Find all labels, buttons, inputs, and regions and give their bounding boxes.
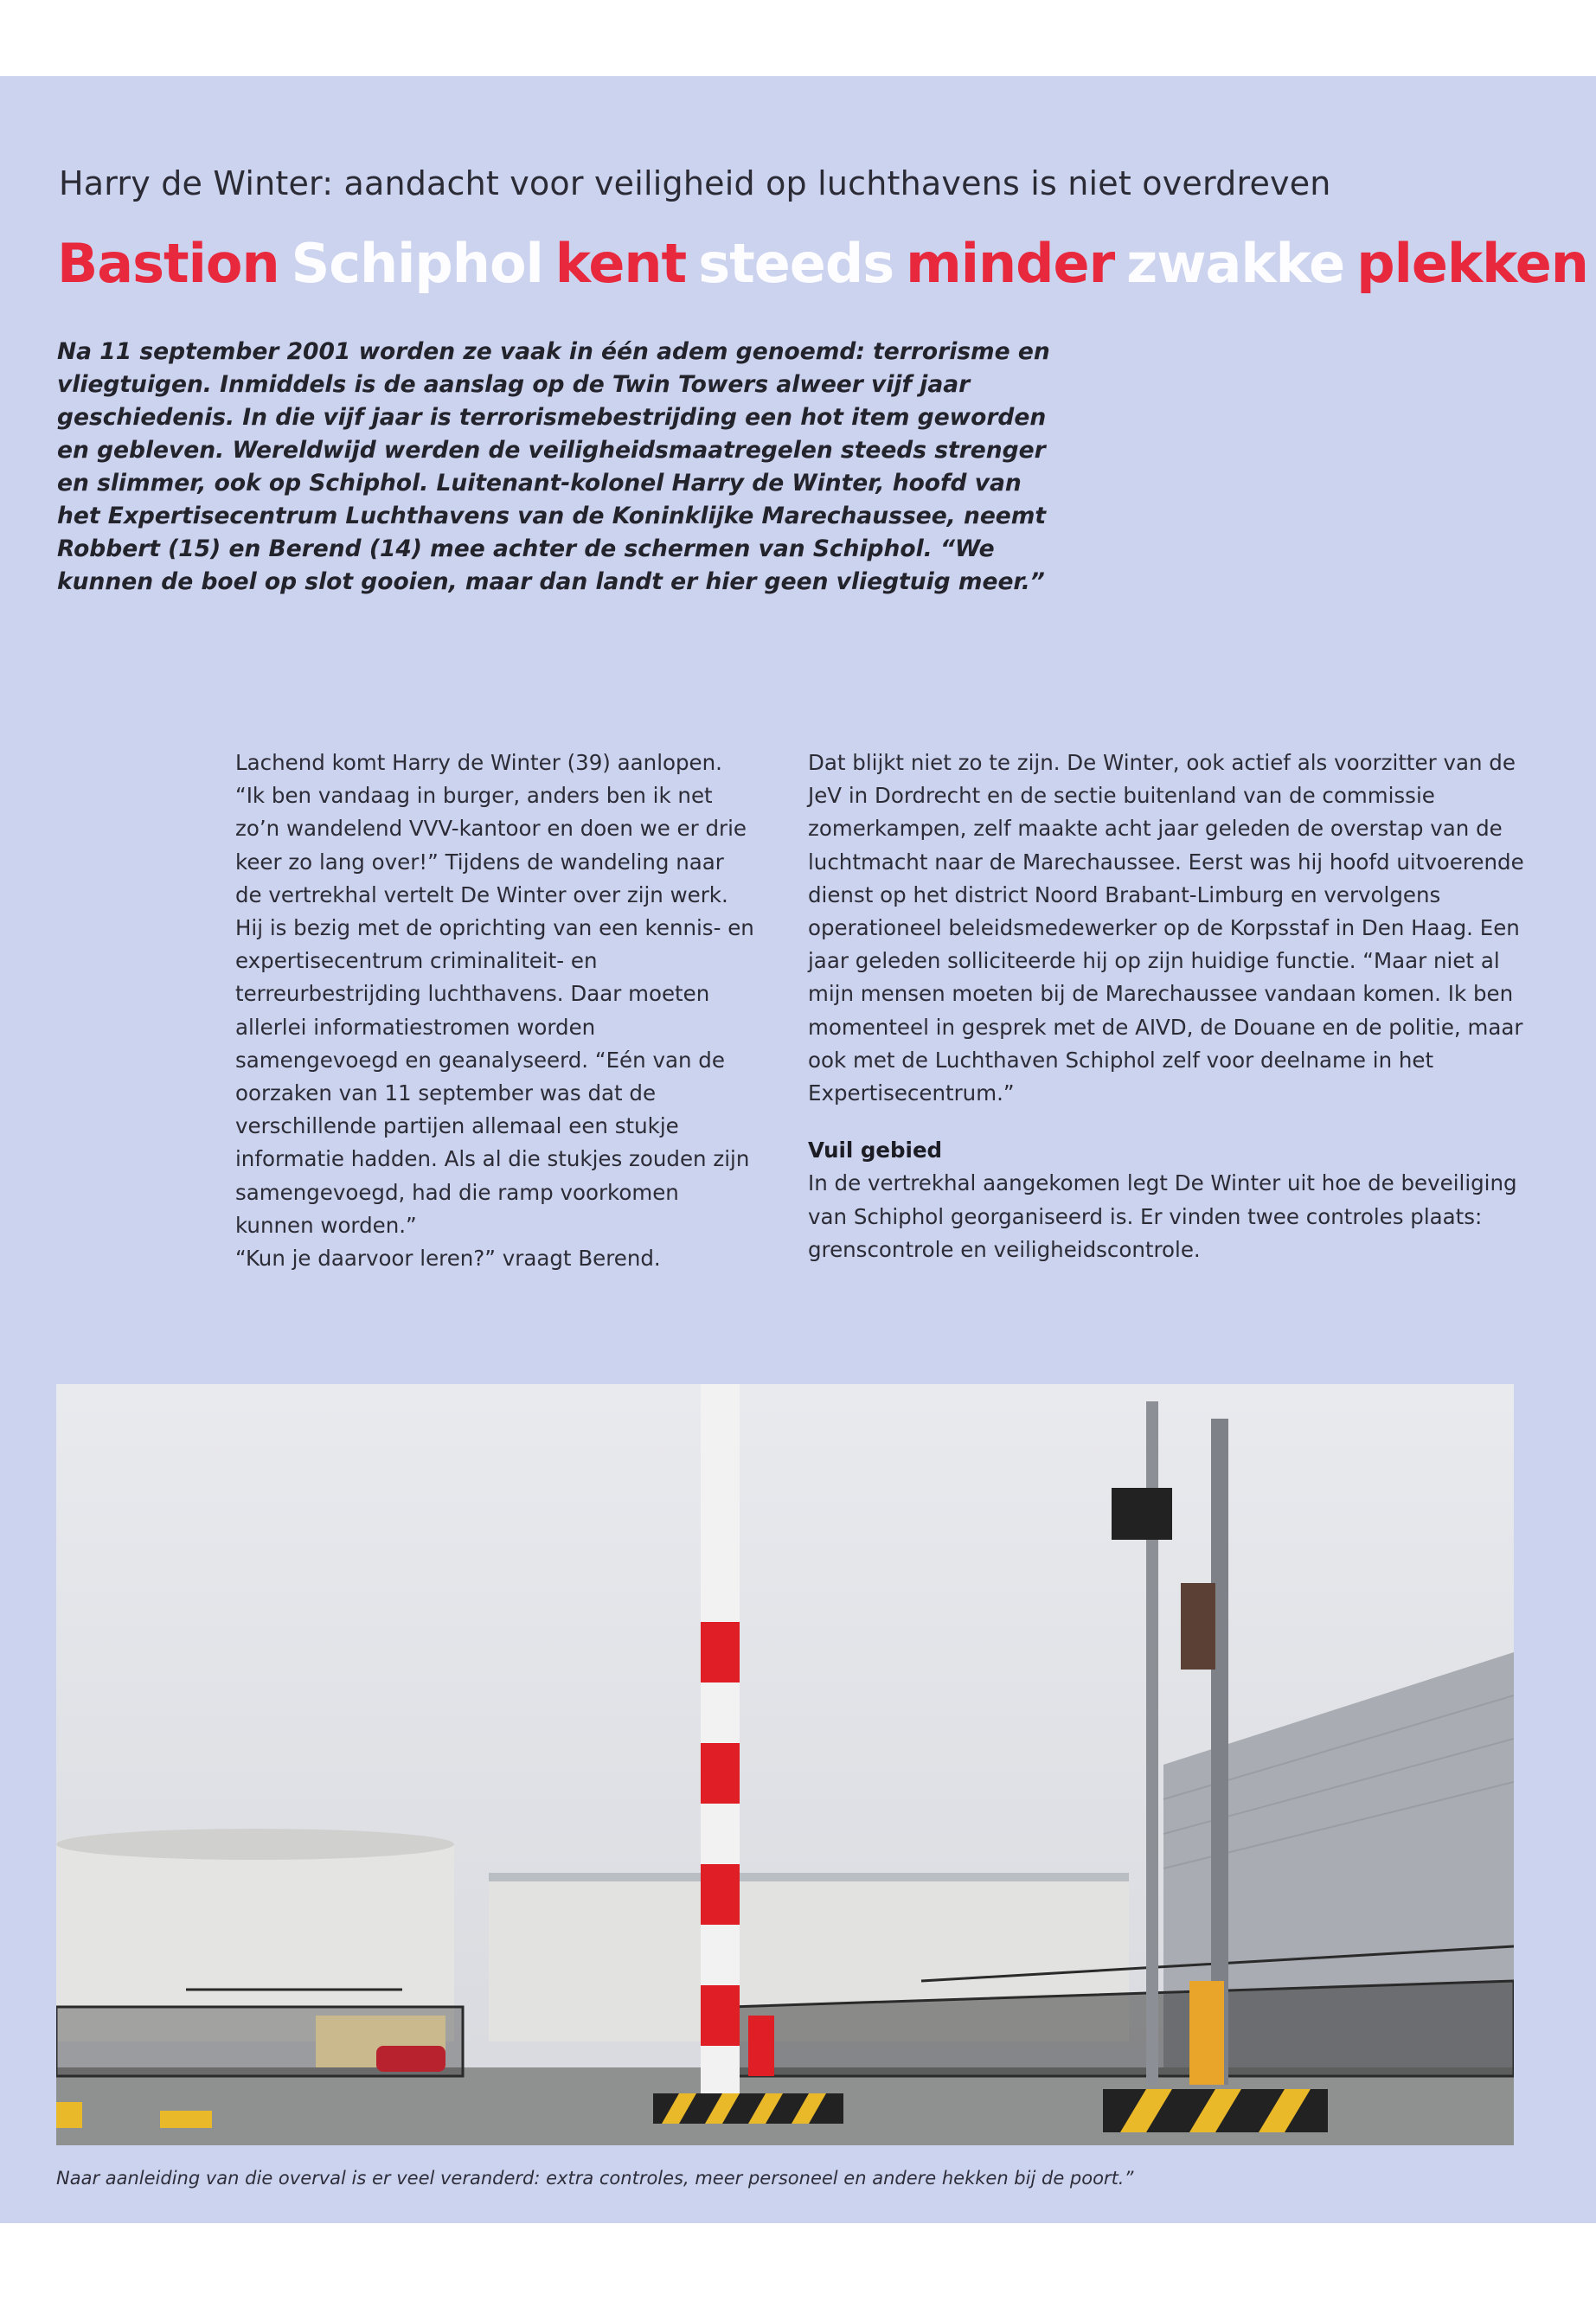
title-word: minder [906,232,1115,295]
title-word: kent [554,232,687,295]
body-paragraph: In de vertrekhal aangekomen legt De Winter uit hoe de beveiliging van Schiphol georganiseerd is. Er vinden twee controles plaats: grenscontrole en veiligheidscontrole. [808,1170,1517,1262]
body-paragraph: Dat blijkt niet zo te zijn. De Winter, ook actief als voorzitter van de JeV in Dordrecht en de sectie buitenland van de commissie zomerkampen, zelf maakte acht jaar geleden de overstap van de luchtmacht naar de Marechaussee. Eerst was hij hoofd uitvoerende dienst op het district Noord Brabant-Limburg en vervolgens operationeel beleidsmedewerker op de Korpsstaf in Den Haag. Een jaar geleden solliciteerde hij op zijn huidige functie. “Maar niet al mijn mensen moeten bij de Marechaussee vandaan komen. Ik ben momenteel in gesprek met de AIVD, de Douane en de politie, maar ook met de Luchthaven Schiphol zelf voor deelname in het Expertisecentrum.” [808,750,1524,1106]
body-paragraph: Lachend komt Harry de Winter (39) aanlopen. “Ik ben vandaag in burger, anders ben ik net zo’n wandelend VVV-kantoor en doen we er drie keer zo lang over!” Tijdens de wandeling naar de vertrekhal vertelt De Winter over zijn werk. Hij is bezig met de oprichting van een kennis- en expertisecentrum criminaliteit- en terreurbestrijding luchthavens. Daar moeten allerlei informatiestromen worden samengevoegd en geanalyseerd. “Eén van de oorzaken van 11 september was dat de verschillende partijen allemaal een stukje informatie hadden. Als al die stukjes zouden zijn samengevoegd, had die ramp voorkomen kunnen worden.” [235,750,754,1238]
title-word: steeds [698,232,894,295]
airport-gate-photo [56,1384,1514,2145]
article-title [57,232,1596,295]
article-photo [56,1384,1514,2145]
photo-caption: Naar aanleiding van die overval is er veel veranderd: extra controles, meer personeel en andere hekken bij de poort.” [56,2168,1134,2189]
article-subtitle: Harry de Winter: aandacht voor veiligheid op luchthavens is niet overdreven [59,164,1331,202]
article-intro: Na 11 september 2001 worden ze vaak in één adem genoemd: terrorisme en vliegtuigen. Inmiddels is de aanslag op de Twin Towers alweer vijf jaar geschiedenis. In die vijf jaar is terrorismebestrijding een hot item geworden en gebleven. Wereldwijd werden de veiligheidsmaatregelen steeds strenger en slimmer, ook op Schiphol. Luitenant-kolonel Harry de Winter, hoofd van het Expertisecentrum Luchthavens van de Koninklijke Marechaussee, neemt Robbert (15) en Berend (14) mee achter de schermen van Schiphol. “We kunnen de boel op slot gooien, maar dan landt er hier geen vliegtuig meer.” [57,338,1050,595]
title-word: plekken [1356,232,1588,295]
column-right [808,747,1526,1266]
title-word: Schiphol [291,232,543,295]
title-word: zwakke [1126,232,1345,295]
column-left [235,747,754,1275]
body-paragraph: “Kun je daarvoor leren?” vraagt Berend. [235,1246,661,1272]
magazine-page [0,76,1596,2223]
title-word: Bastion [57,232,279,295]
section-heading: Vuil gebied [808,1138,943,1163]
